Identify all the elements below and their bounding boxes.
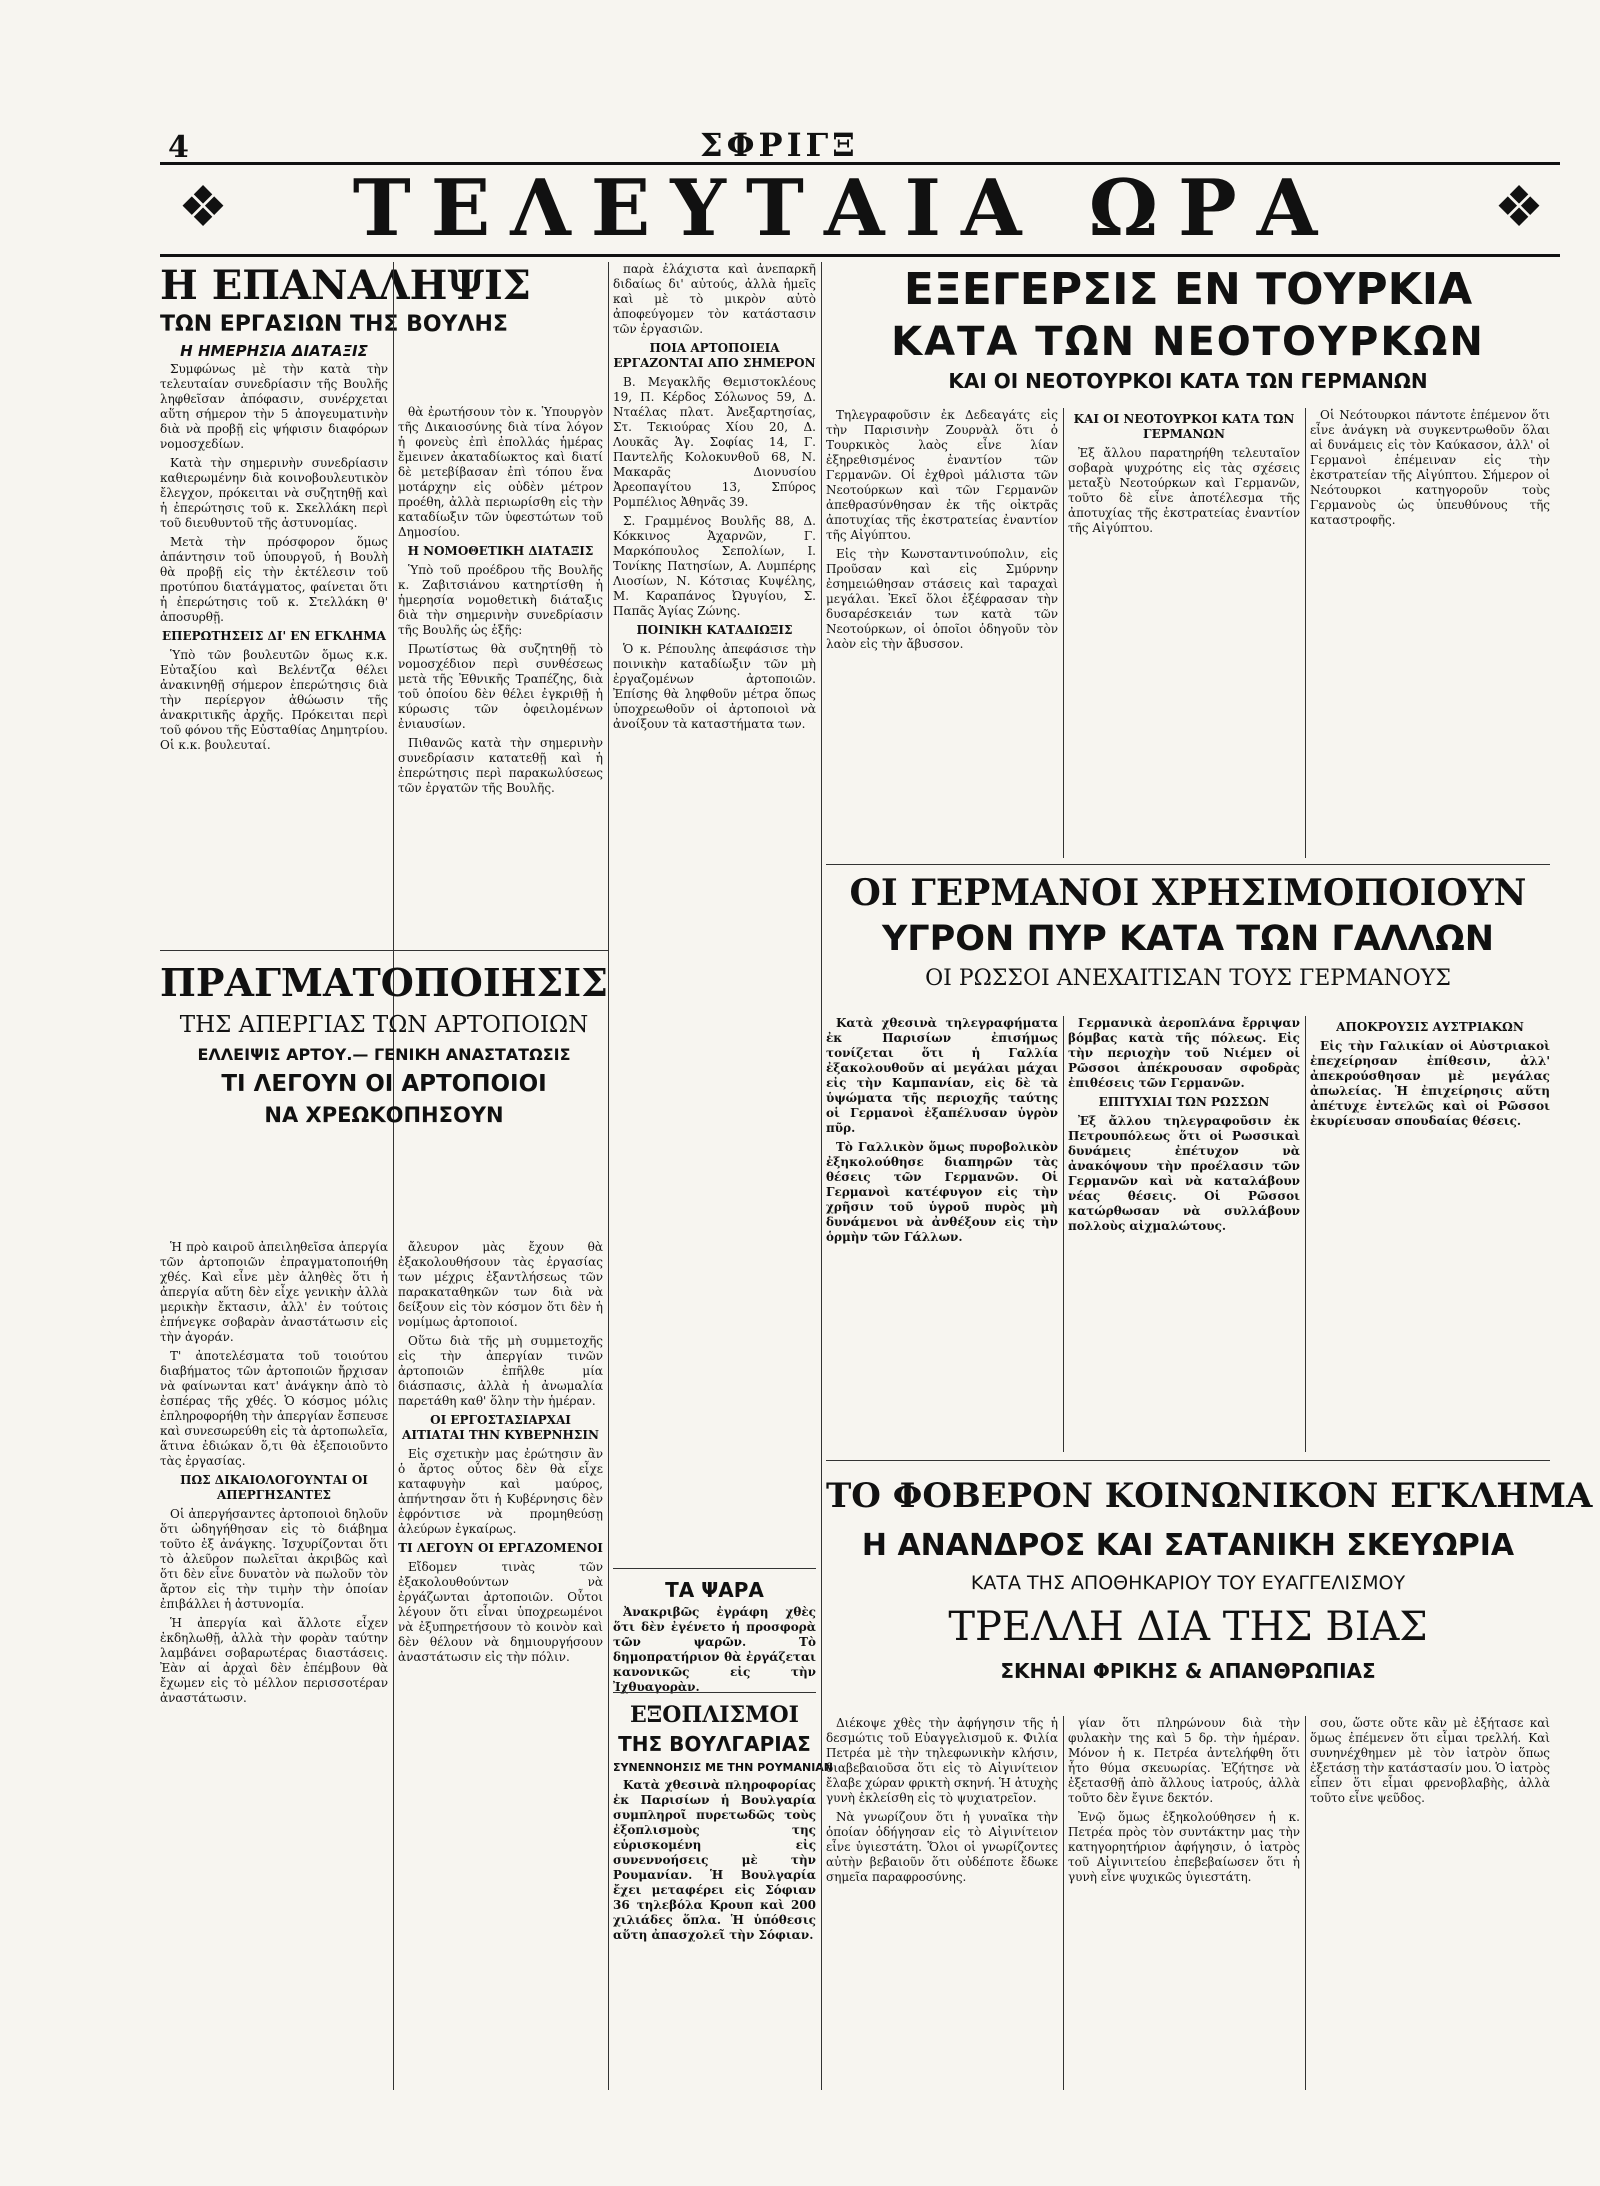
column-2-bottom bbox=[398, 1240, 603, 2096]
article-paragraph: Ἐνῷ ὅμως ἐξηκολούθησεν ἡ κ. Πετρέα πρὸς τὸν συντάκτην μας τὴν κατηγορητήριον ἀφήγησιν, ὁ ἰατρὸς τοῦ Αἰγινιτείου ἐπεβεβαίωσεν ὅτι ἡ γυνὴ εἶνε ψυχικῶς ὑγιεστάτη. bbox=[1068, 1810, 1300, 1884]
headline-turkey-3: ΚΑΙ ΟΙ ΝΕΟΤΟΥΡΚΟΙ ΚΑΤΑ ΤΩΝ ΓΕΡΜΑΝΩΝ bbox=[948, 369, 1428, 393]
article-paragraph: Ὁ κ. Ρέπουλης ἀπεφάσισε τὴν ποινικὴν καταδίωξιν τῶν μὴ ἐργαζομένων ἀρτοποιῶν. Ἐπίσης θὰ ληφθοῦν μέτρα ὅπως ὑποχρεωθοῦν οἱ ἀρτοποιοὶ νὰ ἀνοίξουν τὰ καταστήματα των. bbox=[613, 642, 816, 731]
crime-column-1 bbox=[826, 1716, 1058, 2096]
section-divider bbox=[826, 1460, 1550, 1461]
turkey-headlines bbox=[826, 262, 1550, 402]
headline-crime-1: ΤΟ ΦΟΒΕΡΟΝ ΚΟΙΝΩΝΙΚΟΝ ΕΓΚΛΗΜΑ bbox=[826, 1476, 1593, 1516]
article-paragraph: Εἰς τὴν Γαλικίαν οἱ Αὐστριακοὶ ἐπεχείρησαν ἐπίθεσιν, ἀλλ' ἀπεκρούσθησαν μὲ μεγάλας ἀπωλείας. Ἡ ἐπιχείρησις αὕτη ἀπέτυχε ἐντελῶς καὶ οἱ Ρῶσσοι ἐκυρίευσαν σπουδαίας θέσεις. bbox=[1310, 1039, 1550, 1128]
headline-germans-3: ΟΙ ΡΩΣΣΟΙ ΑΝΕΧΑΙΤΙΣΑΝ ΤΟΥΣ ΓΕΡΜΑΝΟΥΣ bbox=[925, 966, 1451, 991]
article-paragraph: Οὕτω διὰ τῆς μὴ συμμετοχῆς εἰς τὴν ἀπεργίαν τινῶν ἀρτοποιῶν ἐπῆλθε μία διάσπασις, ἀλλὰ ἡ ἀνωμαλία παρετάθη καθ' ὅλην τὴν ἡμέραν. bbox=[398, 1334, 603, 1408]
subhead-justification: ΠΩΣ ΔΙΚΑΙΟΛΟΓΟΥΝΤΑΙ ΟΙ ΑΠΕΡΓΗΣΑΝΤΕΣ bbox=[180, 1473, 368, 1502]
headline-bakers-5: ΝΑ ΧΡΕΩΚΟΠΗΣΟΥΝ bbox=[264, 1103, 504, 1127]
column-divider bbox=[1063, 1016, 1064, 1452]
turkey-column-2 bbox=[1068, 408, 1300, 860]
article-paragraph: σου, ὥστε οὔτε κἂν μὲ ἐξήτασε καὶ ὅμως ἐπέμενεν ὅτι εἶμαι τρελλή. Καὶ συνηνέχθημεν μὲ τὸν ἰατρὸν ὅπως ἐξετάσῃ τὴν κατάστασίν μου. Ὁ ἰατρὸς εἶπεν ὅτι εἶμαι φρενοβλαβὴς, ἀλλὰ τοῦτο εἶνε ψεῦδος. bbox=[1310, 1716, 1550, 1805]
article-paragraph: Μετὰ τὴν πρόσφορον ὅμως ἀπάντησιν τοῦ ὑπουργοῦ, ἡ Βουλὴ θὰ προβῇ εἰς τὴν ἐκτέλεσιν τοῦ προτύπου διατάγματος, φαίνεται ὅτι ἡ ἐπερώτησις τοῦ κ. Στελλάκη θ' ἀποσυρθῇ. bbox=[160, 535, 388, 624]
headline-parliament-1: Η ΕΠΑΝΑΛΗΨΙΣ bbox=[160, 262, 531, 309]
article-paragraph: Ὑπὸ τῶν βουλευτῶν ὅμως κ.κ. Εὐταξίου καὶ Βελέντζα θέλει ἀνακινηθῇ σήμερον ἐπερώτησις διὰ τὴν περίεργον ἀθώωσιν τῆς ἀνακριτικῆς ἀρχῆς. Πρόκειται περὶ τοῦ φόνου τῆς Εὐσταθίας Δημητρίου. Οἱ κ.κ. βουλευταί. bbox=[160, 648, 388, 752]
crime-column-2 bbox=[1068, 1716, 1300, 2096]
column-divider bbox=[1305, 1016, 1306, 1452]
article-paragraph: Β. Μεγακλῆς Θεμιστοκλέους 19, Π. Κέρδος Σόλωνος 59, Δ. Νταέλας πλατ. Ἀνεξαρτησίας, Στ. Τεκιούρας Χίου 20, Δ. Λουκᾶς Ἁγ. Σοφίας 14, Γ. Παντελῆς Κολοκυνθοῦ 68, Ν. Μακαρᾶς Διονυσίου Ἀρεοπαγίτου 13, Σπύρος Ρομπέλιος Ἀθηνᾶς 39. bbox=[613, 375, 816, 509]
article-paragraph: Εἴδομεν τινὰς τῶν ἐξακολουθούντων νὰ ἐργάζωνται ἀρτοποιῶν. Οὗτοι λέγουν ὅτι εἶναι ὑποχρεωμένοι νὰ ἐξυπηρετήσουν τὸ κοινὸν καὶ δὲν θέλουν νὰ δημιουργήσουν ἀναστάτωσιν εἰς τὴν πόλιν. bbox=[398, 1560, 603, 1664]
column-2-top bbox=[398, 405, 603, 944]
headline-germans-1: ΟΙ ΓΕΡΜΑΝΟΙ ΧΡΗΣΙΜΟΠΟΙΟΥΝ bbox=[849, 872, 1527, 914]
article-paragraph: Νὰ γνωρίζουν ὅτι ἡ γυναῖκα τὴν ὁποίαν ὁδήγησαν εἰς τὸ Αἰγινίτειον εἶνε ὑγιεστάτη. Ὅλοι οἱ γνωρίζοντες αὐτὴν βεβαιοῦν ὅτι οὐδέποτε ἔδωκε σημεῖα παραφροσύνης. bbox=[826, 1810, 1058, 1884]
article-paragraph: Ἐξ ἄλλου παρατηρήθη τελευταῖον σοβαρὰ ψυχρότης εἰς τὰς σχέσεις μεταξὺ Νεοτούρκων καὶ Γερμανῶν, τοῦτο δὲ εἶνε ἀποτέλεσμα τῆς ἀποτυχίας τῆς ἐκστρατείας ἐναντίον τῆς Αἰγύπτου. bbox=[1068, 446, 1300, 535]
crime-column-3 bbox=[1310, 1716, 1550, 2096]
subhead-russian-successes: ΕΠΙΤΥΧΙΑΙ ΤΩΝ ΡΩΣΣΩΝ bbox=[1098, 1095, 1270, 1109]
headline-bakers-2: ΤΗΣ ΑΠΕΡΓΙΑΣ ΤΩΝ ΑΡΤΟΠΟΙΩΝ bbox=[179, 1012, 589, 1038]
column-3 bbox=[613, 262, 816, 1562]
headline-bakers-1: ΠΡΑΓΜΑΤΟΠΟΙΗΣΙΣ bbox=[160, 960, 609, 1005]
left-ornament-icon: ❖ bbox=[177, 175, 229, 240]
right-ornament-icon: ❖ bbox=[1493, 175, 1545, 240]
headline-crime-5: ΣΚΗΝΑΙ ΦΡΙΚΗΣ & ΑΠΑΝΘΡΩΠΙΑΣ bbox=[1000, 1659, 1376, 1683]
column-divider bbox=[608, 262, 609, 2090]
headline-bakers-3: ΕΛΛΕΙΨΙΣ ΑΡΤΟΥ.— ΓΕΝΙΚΗ ΑΝΑΣΤΑΤΩΣΙΣ bbox=[197, 1045, 571, 1064]
headline-bulgaria-1: ΕΞΟΠΛΙΣΜΟΙ bbox=[630, 1702, 799, 1728]
article-paragraph: Εἰς τὴν Κωνσταντινούπολιν, εἰς Προῦσαν καὶ εἰς Σμύρνην ἐσημειώθησαν στάσεις καὶ ταραχαὶ μεγάλαι. Ἐκεῖ ὅλοι ἐξέφρασαν τὴν δυσαρέσκειάν των κατὰ τῶν Νεοτούρκων, οἱ ὁποῖοι ὁδηγοῦν τὸν λαὸν εἰς τὴν ἄβυσσον. bbox=[826, 547, 1058, 651]
article-paragraph: Ἀνακριβῶς ἐγράφη χθὲς ὅτι δὲν ἐγένετο ἡ προσφορὰ τῶν ψαρῶν. Τὸ δημοπρατήριον θὰ ἐργάζεται κανονικῶς εἰς τὴν Ἰχθυαγορὰν. bbox=[613, 1605, 816, 1694]
headline-crime-2: Η ΑΝΑΝΔΡΟΣ ΚΑΙ ΣΑΤΑΝΙΚΗ ΣΚΕΥΩΡΙΑ bbox=[861, 1528, 1515, 1563]
subhead-legislative-order: Η ΝΟΜΟΘΕΤΙΚΗ ΔΙΑΤΑΞΙΣ bbox=[407, 544, 594, 558]
header-rule-bottom bbox=[160, 254, 1560, 257]
article-paragraph: Τ' ἀποτελέσματα τοῦ τοιούτου διαβήματος τῶν ἀρτοποιῶν ἤρχισαν νὰ φαίνωνται κατ' ἀνάγκην ἀπὸ τὸ ἐσπέρας τῆς χθές. Ὁ κόσμος μόλις ἐπληροφορήθη τὴν ἀπεργίαν ἔσπευσε καὶ συνεσωρεύθη εἰς τὰ ἀρτοπωλεῖα, ἅτινα ἐδιώκαν ὅ,τι θὰ ἐξεποιοῦντο τὰς ἐργασίας. bbox=[160, 1349, 388, 1468]
headline-parliament-2: ΤΩΝ ΕΡΓΑΣΙΩΝ ΤΗΣ ΒΟΥΛΗΣ bbox=[160, 312, 508, 337]
fish-article bbox=[613, 1575, 816, 1694]
subhead-austrians-repulsed: ΑΠΟΚΡΟΥΣΙΣ ΑΥΣΤΡΙΑΚΩΝ bbox=[1336, 1020, 1524, 1034]
article-paragraph: Οἱ Νεότουρκοι πάντοτε ἐπέμενον ὅτι εἶνε ἀνάγκη νὰ συγκεντρωθοῦν ὅλαι αἱ δυνάμεις εἰς τὸν Καύκασον, ἀλλ' οἱ Γερμανοὶ ἐπέμειναν εἰς τὴν ἐκστρατείαν τῆς Αἰγύπτου. Σήμερον οἱ Νεότουρκοι κατηγοροῦν τοὺς Γερμανοὺς ὡς ὑπευθύνους τῆς καταστροφῆς. bbox=[1310, 408, 1550, 527]
article-paragraph: θὰ ἐρωτήσουν τὸν κ. Ὑπουργὸν τῆς Δικαιοσύνης διὰ τίνα λόγον ἡ φονεὺς ἐπὶ ἐπολλάς ἡμέρας ἔμεινεν ἀκαταδίωκτος καὶ διατί δὲ μετεβίβασαν ἐπὶ τόπου ἕνα μοτάρχην εἰς οὐδὲν μέτρον προέθη, ἀλλὰ περιωρίσθη εἰς τὴν καταδίωξιν τῶν ὑφεστώτων τοῦ Δημοσίου. bbox=[398, 405, 603, 539]
article-paragraph: Οἱ ἀπεργήσαντες ἀρτοποιοὶ δηλοῦν ὅτι ὠδηγήθησαν εἰς τὸ διάβημα τοῦτο ἐξ ἀνάγκης. Ἰσχυρίζονται ὅτι τὸ ἀλεῦρον πωλεῖται ἀκριβῶς καὶ ὅτι δὲν εἶνε δυνατὸν νὰ πωλοῦν τὸν ἄρτον εἰς τὴν τιμὴν τὴν ὁποίαν ἐπιβάλλει ἡ ἀστυνομία. bbox=[160, 1507, 388, 1611]
germans-column-3 bbox=[1310, 1016, 1550, 1454]
article-paragraph: Σ. Γραμμένος Βουλῆς 88, Δ. Κόκκινος Ἀχαρνῶν, Γ. Μαρκόπουλος Σεπολίων, Ι. Τονίκης Πατησίων, Α. Λυμπέρης Λιοσίων, Ν. Κότσιας Κυψέλης, Μ. Καραπάνος Ὠγυγίου, Σ. Παπᾶς Ἁγίας Ζώνης. bbox=[613, 514, 816, 618]
article-paragraph: Ἡ ἀπεργία καὶ ἄλλοτε εἶχεν ἐκδηλωθῇ, ἀλλὰ τὴν φορὰν ταύτην λαμβάνει σοβαρωτέρας διαστάσεις. Ἐὰν αἱ ἀρχαὶ δὲν ἐπέμβουν θὰ ἔχωμεν εἰς τὸ μέλλον περισσοτέραν ἀναστάτωσιν. bbox=[160, 1616, 388, 1705]
section-divider bbox=[826, 864, 1550, 865]
headline-fish: ΤΑ ΨΑΡΑ bbox=[665, 1578, 764, 1602]
section-divider bbox=[160, 950, 608, 951]
article-paragraph: Κατὰ τὴν σημερινὴν συνεδρίασιν καθιερωμένην διὰ κοινοβουλευτικὸν ἔλεγχον, πρόκειται νὰ συζητηθῇ καὶ ἡ ἐπερώτησις τοῦ κ. Σκελλάκη περὶ τοῦ διευθυντοῦ τῆς ἀστυνομίας. bbox=[160, 456, 388, 530]
germans-column-2 bbox=[1068, 1016, 1300, 1454]
article-paragraph: Ἡ πρὸ καιροῦ ἀπειληθεῖσα ἀπεργία τῶν ἀρτοποιῶν ἐπραγματοποιήθη χθές. Καὶ εἶνε μὲν ἀληθὲς ὅτι ἡ ἀπεργία αὕτη δὲν εἶχε γενικὴν ἀλλὰ μερικὴν ἔκτασιν, ἀλλ' ἐν τούτοις ἐπήνεγκε σοβαρὰν ἀναστάτωσιν εἰς τὴν ἀγοράν. bbox=[160, 1240, 388, 1344]
article-paragraph: ἄλευρον μὰς ἔχουν θὰ ἐξακολουθήσουν τὰς ἐργασίας των μέχρις ἐξαντλήσεως τῶν παρακαταθηκῶν των διὰ νὰ δείξουν εἰς τὸν κόσμον ὅτι δὲν ἡ νομίμως ἀρτοποιοί. bbox=[398, 1240, 603, 1329]
article-paragraph: γίαν ὅτι πληρώνουν διὰ τὴν φυλακὴν της καὶ 5 δρ. τὴν ἡμέραν. Μόνον ἡ κ. Πετρέα ἀντελήφθη ὅτι ἦτο θύμα σκευωρίας. Ἐζήτησε νὰ ἐξετασθῇ ἀπὸ ἄλλους ἰατρούς, ἀλλὰ τοῦτο δὲν ἔγινε δεκτόν. bbox=[1068, 1716, 1300, 1805]
section-title: ΤΕΛΕΥΤΑΙΑ ΩΡΑ bbox=[352, 163, 1338, 254]
subhead-interpellations: ΕΠΕΡΩΤΗΣΕΙΣ ΔΙ' ΕΝ ΕΓΚΛΗΜΑ bbox=[162, 629, 386, 643]
germans-column-1 bbox=[826, 1016, 1058, 1454]
bakers-strike-headlines bbox=[160, 958, 608, 1238]
article-paragraph: Τὸ Γαλλικὸν ὅμως πυροβολικὸν ἐξηκολούθησε διαπηρῶν τὰς θέσεις τῶν Γερμανῶν. Οἱ Γερμανοὶ κατέφυγον εἰς τὴν χρῆσιν τοῦ ὑγροῦ πυρὸς μὴ δυνάμενοι νὰ ἀνθέξουν εἰς τὴν ὁρμὴν τῶν Γάλλων. bbox=[826, 1140, 1058, 1244]
headline-turkey-2: ΚΑΤΑ ΤΩΝ ΝΕΟΤΟΥΡΚΩΝ bbox=[891, 319, 1485, 365]
bulgaria-article bbox=[613, 1700, 834, 2096]
article-paragraph: Εἰς σχετικὴν μας ἐρώτησιν ἂν ὁ ἄρτος οὗτος δὲν θὰ εἶχε καταφυγὴν καὶ μαύρος, ἀπήντησαν ὅτι ἡ Κυβέρνησις δὲν ἐφρόντισε νὰ προμηθεύσῃ ἀλεύρων ἐγκαίρως. bbox=[398, 1447, 603, 1536]
article-paragraph: Ὑπὸ τοῦ προέδρου τῆς Βουλῆς κ. Ζαβιτσιάνου κατηρτίσθη ἡ ἡμερησία νομοθετικὴ διάταξις διὰ τὴν σημερινὴν συνεδρίασιν τῆς Βουλῆς ὡς ἑξῆς: bbox=[398, 563, 603, 637]
headline-crime-3: ΚΑΤΑ ΤΗΣ ΑΠΟΘΗΚΑΡΙΟΥ ΤΟΥ ΕΥΑΓΓΕΛΙΣΜΟΥ bbox=[970, 1572, 1406, 1594]
masthead: ΣΦΡΙΓΞ bbox=[700, 126, 859, 164]
article-paragraph: Κατὰ χθεσινὰ πληροφορίας ἐκ Παρισίων ἡ Βουλγαρία συμπληροῖ πυρετωδῶς τοὺς ἐξοπλισμοὺς της εὑρισκομένη εἰς συνεννοήσεις μὲ τὴν Ρουμανίαν. Ἡ Βουλγαρία ἔχει μεταφέρει εἰς Σόφιαν 36 τηλεβόλα Κρουπ καὶ 200 χιλιάδες ὅπλα. Ἡ ὑπόθεσις αὕτη ἀπασχολεῖ τὴν Σόφιαν. bbox=[613, 1778, 816, 1942]
headline-crime-4: ΤΡΕΛΛΗ ΔΙΑ ΤΗΣ ΒΙΑΣ bbox=[948, 1604, 1428, 1650]
subhead-workers: ΤΙ ΛΕΓΟΥΝ ΟΙ ΕΡΓΑΖΟΜΕΝΟΙ bbox=[398, 1541, 603, 1555]
section-divider bbox=[613, 1568, 816, 1569]
crime-headlines bbox=[826, 1468, 1593, 1710]
subhead-neoturks: ΚΑΙ ΟΙ ΝΕΟΤΟΥΡΚΟΙ ΚΑΤΑ ΤΩΝ ΓΕΡΜΑΝΩΝ bbox=[1073, 412, 1295, 441]
subhead-working-bakeries: ΠΟΙΑ ΑΡΤΟΠΟΙΕΙΑ ΕΡΓΑΖΟΝΤΑΙ ΑΠΟ ΣΗΜΕΡΟΝ bbox=[613, 341, 816, 370]
article-paragraph: Τηλεγραφοῦσιν ἐκ Δεδεαγάτς εἰς τὴν Παρισινὴν Ζουρνὰλ ὅτι ὁ Τουρκικὸς λαὸς εἶνε λίαν ἐξηρεθισμένος ἐναντίον τῶν Γερμανῶν. Οἱ ἐχθροὶ μάλιστα τῶν Νεοτούρκων καὶ τῶν Γερμανῶν ἀπεθρασύνθησαν ἐκ τῆς οἰκτρᾶς ἀποτυχίας τῆς ἐκστρατείας ἐναντίον τῆς Αἰγύπτου. bbox=[826, 408, 1058, 542]
article-paragraph: Κατὰ χθεσινὰ τηλεγραφήματα ἐκ Παρισίων ἐπισήμως τονίζεται ὅτι ἡ Γαλλία ἐξακολουθοῦν αἱ μεγάλαι μάχαι εἰς τὴν Καμπανίαν, εἰς δὲ τὰ ὑψώματα τῆς περιοχῆς ταύτης οἱ Γερμανοὶ ἐξαπέλυσαν ὑγρὸν πῦρ. bbox=[826, 1016, 1058, 1135]
column-divider bbox=[1305, 1716, 1306, 2090]
article-paragraph: Διέκοψε χθὲς τὴν ἀφήγησιν τῆς ἡ δεσμώτις τοῦ Εὐαγγελισμοῦ κ. Φιλία Πετρέα μὲ τὴν τηλεφωνικὴν κλήσιν, διαβεβαιοῦσα ὅτι εἰς τὸ Αἰγινίτειον ἔλαβε χώραν φρικτὴ σκηνή. Ἡ ἀτυχὴς γυνὴ ἐκλείσθη εἰς τὸ ψυχιατρεῖον. bbox=[826, 1716, 1058, 1805]
column-divider bbox=[1305, 408, 1306, 858]
subhead-daily-order: Η ΗΜΕΡΗΣΙΑ ΔΙΑΤΑΞΙΣ bbox=[180, 342, 368, 360]
article-paragraph: Γερμανικὰ ἀεροπλάνα ἔρριψαν βόμβας κατὰ τῆς πόλεως. Εἰς τὴν περιοχὴν τοῦ Νιέμεν οἱ Ρῶσσοι ἀπέκρουσαν σφοδρὰς ἐπιθέσεις τῶν Γερμανῶν. bbox=[1068, 1016, 1300, 1090]
headline-bulgaria-2: ΤΗΣ ΒΟΥΛΓΑΡΙΑΣ bbox=[618, 1732, 811, 1756]
column-divider bbox=[1063, 408, 1064, 858]
subhead-prosecution: ΠΟΙΝΙΚΗ ΚΑΤΑΔΙΩΞΙΣ bbox=[636, 623, 793, 637]
article-paragraph: Ἐξ ἄλλου τηλεγραφοῦσιν ἐκ Πετρουπόλεως ὅτι οἱ Ρωσσικαὶ δυνάμεις ἐπέτυχον νὰ ἀνακόψουν τὴν προέλασιν τῶν Γερμανῶν καὶ νὰ καταλάβουν νέας θέσεις. Οἱ Ρῶσσοι κατώρθωσαν νὰ συλλάβουν πολλοὺς αἰχμαλώτους. bbox=[1068, 1114, 1300, 1233]
column-divider bbox=[821, 262, 822, 2090]
article-paragraph: Πιθανῶς κατὰ τὴν σημερινὴν συνεδρίασιν κατατεθῇ καὶ ἡ ἐπερώτησις περὶ παρακωλύσεως τῶν ἐργατῶν τῆς Βουλῆς. bbox=[398, 736, 603, 795]
column-1-bottom bbox=[160, 1240, 388, 2096]
germans-headlines bbox=[826, 870, 1550, 1010]
page-number: 4 bbox=[168, 130, 189, 165]
headline-turkey-1: ΕΞΕΓΕΡΣΙΣ ΕΝ ΤΟΥΡΚΙΑ bbox=[903, 264, 1473, 315]
turkey-column-3 bbox=[1310, 408, 1550, 860]
article-paragraph: παρὰ ἐλάχιστα καὶ ἀνεπαρκῆ διδαίως δι' αὐτούς, ἀλλὰ ἡμεῖς καὶ μὲ τὸ μικρὸν αὐτὸ ἀποφεύγομεν τὸν κατάστασιν τῶν ἐργασιῶν. bbox=[613, 262, 816, 336]
headline-bulgaria-3: ΣΥΝΕΝΝΟΗΣΙΣ ΜΕ ΤΗΝ ΡΟΥΜΑΝΙΑΝ bbox=[613, 1761, 834, 1774]
turkey-column-1 bbox=[826, 408, 1058, 860]
article-paragraph: Πρωτίστως θὰ συζητηθῇ τὸ νομοσχέδιον περὶ συνθέσεως μετὰ τῆς Ἐθνικῆς Τραπέζης, διὰ τοῦ ὁποίου δὲν θέλει ἐγκριθῇ ἡ κύρωσις τῶν ὀφειλομένων ἐνιαυσίων. bbox=[398, 642, 603, 731]
section-divider bbox=[613, 1692, 816, 1693]
headline-bakers-4: ΤΙ ΛΕΓΟΥΝ ΟΙ ΑΡΤΟΠΟΙΟΙ bbox=[221, 1071, 547, 1097]
headline-germans-2: ΥΓΡΟΝ ΠΥΡ ΚΑΤΑ ΤΩΝ ΓΑΛΛΩΝ bbox=[881, 919, 1495, 959]
column-divider bbox=[1063, 1716, 1064, 2090]
subhead-factory-owners: ΟΙ ΕΡΓΟΣΤΑΣΙΑΡΧΑΙ ΑΙΤΙΑΤΑΙ ΤΗΝ ΚΥΒΕΡΝΗΣΙΝ bbox=[402, 1413, 599, 1442]
article-paragraph: Συμφώνως μὲ τὴν κατὰ τὴν τελευταίαν συνεδρίασιν τῆς Βουλῆς ληφθεῖσαν ἀπόφασιν, συνέρχεται αὕτη σήμερον τὴν 5 ἀπογευματινὴν διὰ νὰ προβῇ εἰς ψήφισιν διαφόρων νομοσχεδίων. bbox=[160, 362, 388, 451]
